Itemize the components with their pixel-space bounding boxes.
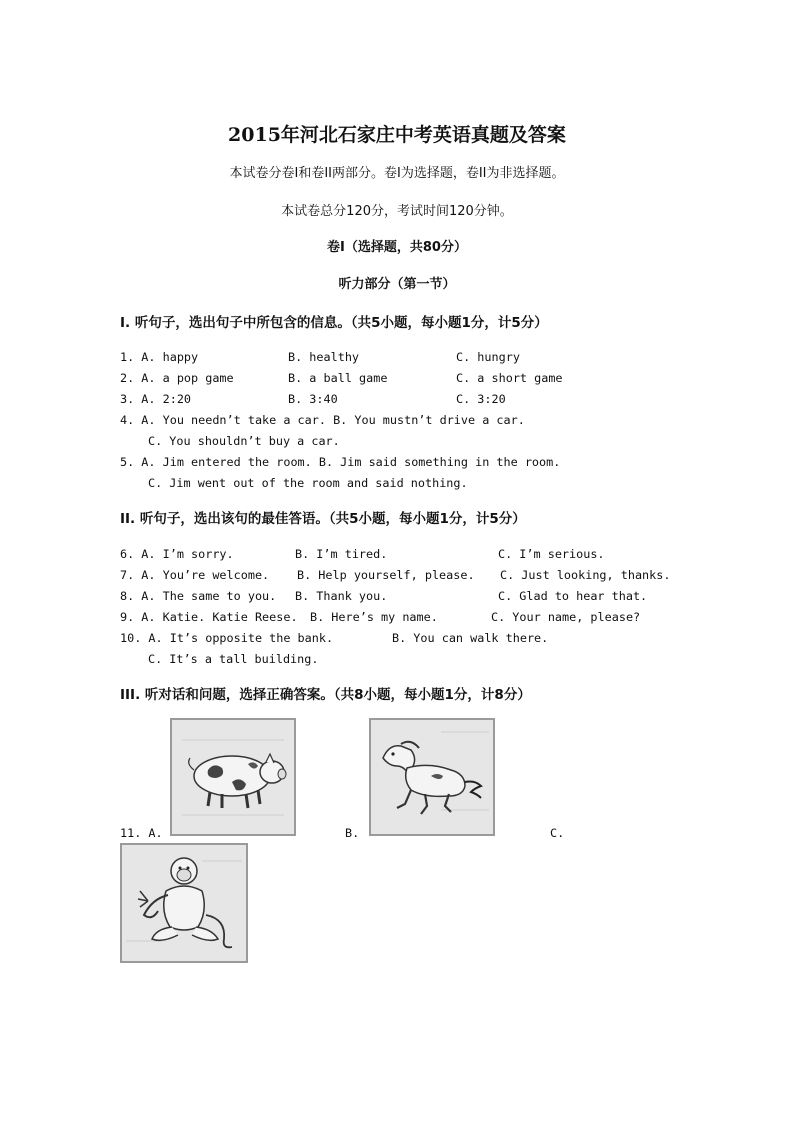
monkey-picture <box>120 843 248 963</box>
q3-a: 3. A. 2:20 <box>120 392 192 406</box>
q3-c: C. 3:20 <box>456 392 506 406</box>
page-title: 2015年河北石家庄中考英语真题及答案 <box>228 124 566 146</box>
q10-a: 10. A. It’s opposite the bank. <box>120 631 334 645</box>
horse-picture <box>369 718 495 836</box>
q9-a: 9. A. Katie. Katie Reese. <box>120 610 298 624</box>
q3-b: B. 3:40 <box>288 392 338 406</box>
section-3-heading: III. 听对话和问题，选择正确答案。（共8小题，每小题1分，计8分） <box>120 687 531 703</box>
q6-c: C. I’m serious. <box>498 547 605 561</box>
monkey-icon <box>122 845 246 961</box>
q5-line-2: C. Jim went out of the room and said nothing. <box>148 476 468 490</box>
section-1-heading: I. 听句子，选出句子中所包含的信息。（共5小题，每小题1分，计5分） <box>120 315 548 331</box>
q5-line-1: 5. A. Jim entered the room. B. Jim said something in the room. <box>120 455 561 469</box>
q7-c: C. Just looking, thanks. <box>500 568 671 582</box>
pig-icon <box>172 720 294 834</box>
volume-heading: 卷I（选择题，共80分） <box>327 240 467 255</box>
part-heading: 听力部分（第一节） <box>338 277 456 292</box>
q8-c: C. Glad to hear that. <box>498 589 648 603</box>
q9-b: B. Here’s my name. <box>310 610 438 624</box>
q11-b-label: B. <box>345 826 360 840</box>
section-2-heading: II. 听句子，选出该句的最佳答语。（共5小题，每小题1分，计5分） <box>120 511 526 527</box>
q10-c: C. It’s a tall building. <box>148 652 319 666</box>
q7-a: 7. A. You’re welcome. <box>120 568 270 582</box>
q4-line-1: 4. A. You needn’t take a car. B. You mustn’t drive a car. <box>120 413 525 427</box>
intro-line-2: 本试卷总分120分，考试时间120分钟。 <box>281 204 513 219</box>
q11-a-label: 11. A. <box>120 826 163 840</box>
q6-a: 6. A. I’m sorry. <box>120 547 234 561</box>
q10-b: B. You can walk there. <box>392 631 549 645</box>
q1-c: C. hungry <box>456 350 520 364</box>
pig-picture <box>170 718 296 836</box>
q2-c: C. a short game <box>456 371 563 385</box>
q9-c: C. Your name, please? <box>491 610 641 624</box>
q11-c-label: C. <box>550 826 565 840</box>
q6-b: B. I’m tired. <box>295 547 388 561</box>
q1-b: B. healthy <box>288 350 360 364</box>
q2-b: B. a ball game <box>288 371 388 385</box>
q7-b: B. Help yourself, please. <box>297 568 475 582</box>
q1-a: 1. A. happy <box>120 350 199 364</box>
q8-a: 8. A. The same to you. <box>120 589 277 603</box>
horse-icon <box>371 720 493 834</box>
q4-line-2: C. You shouldn’t buy a car. <box>148 434 340 448</box>
q8-b: B. Thank you. <box>295 589 388 603</box>
q2-a: 2. A. a pop game <box>120 371 234 385</box>
intro-line-1: 本试卷分卷I和卷II两部分。卷I为选择题，卷II为非选择题。 <box>229 166 565 181</box>
